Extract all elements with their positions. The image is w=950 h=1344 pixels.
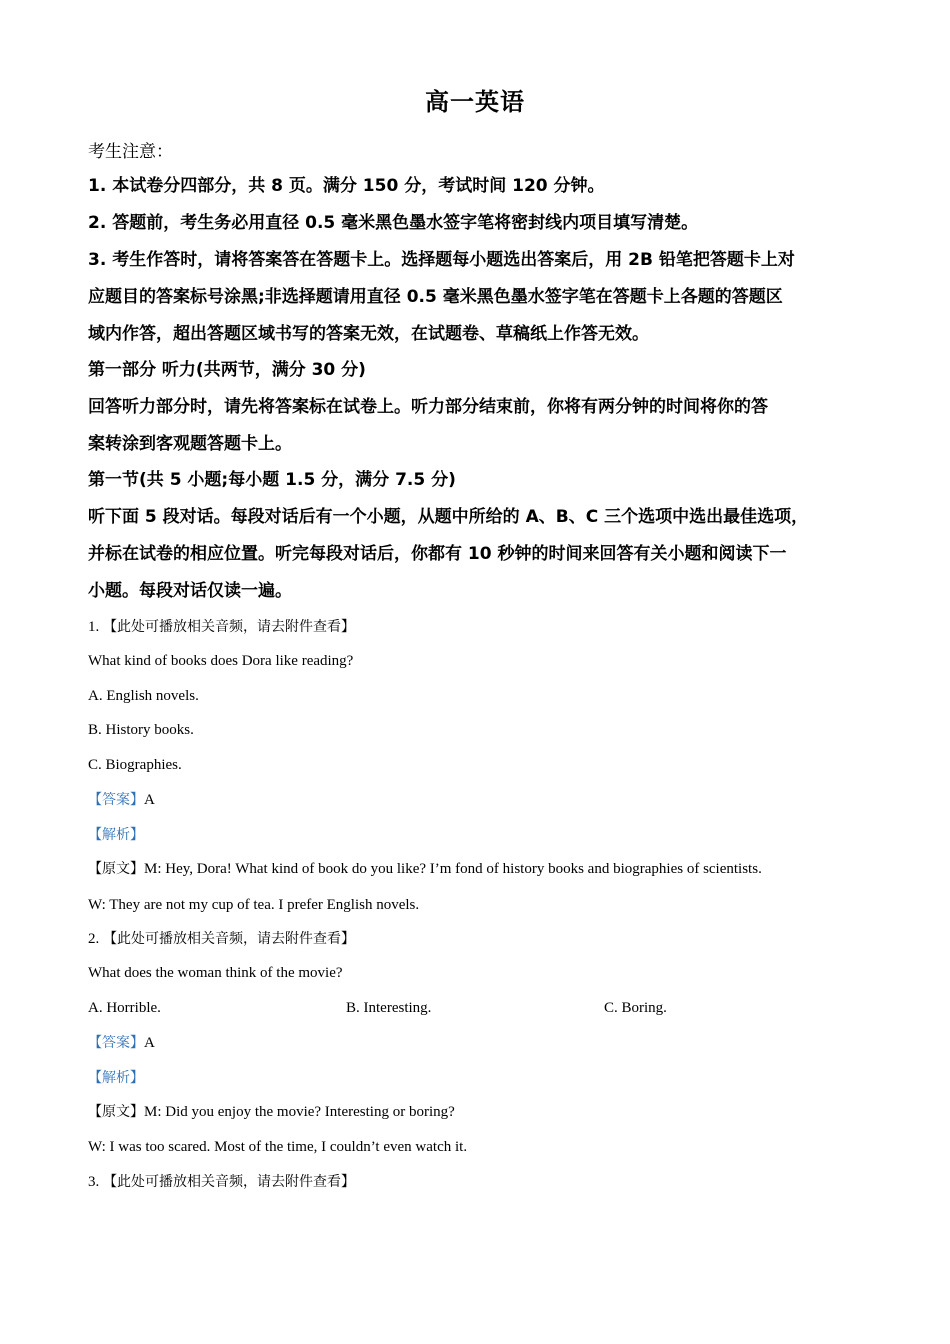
notice-item-3-line-2: 应题目的答案标号涂黑;非选择题请用直径 0.5 毫米黑色墨水签字笔在答题卡上各题的答题区 [88,287,783,307]
section1-instructions-line-3: 小题。每段对话仅读一遍。 [88,581,292,601]
q2-answer-value: A [144,1035,155,1051]
q1-transcript-tag: 【原文】 [88,861,144,877]
notice-item-3-line-3: 域内作答，超出答题区域书写的答案无效，在试题卷、草稿纸上作答无效。 [88,324,649,344]
q1-transcript-w: W: They are not my cup of tea. I prefer English novels. [88,897,420,913]
notice-item-3-line-1: 3. 考生作答时，请将答案答在答题卡上。选择题每小题选出答案后，用 2B 铅笔把答题卡上对 [88,250,795,270]
q2-transcript-m [88,1102,878,1122]
notice-item-1: 1. 本试卷分四部分，共 8 页。满分 150 分，考试时间 120 分钟。 [88,176,605,196]
q1-option-b: B. History books. [88,722,194,738]
q1-audio-line [88,617,878,637]
section1-instructions-line-1: 听下面 5 段对话。每段对话后有一个小题，从题中所给的 A、B、C 三个选项中选出最佳选项， [88,507,809,527]
section1-heading: 第一节(共 5 小题;每小题 1.5 分，满分 7.5 分) [88,470,456,490]
q2-transcript-tag: 【原文】 [88,1104,144,1120]
q2-option-a: A. Horrible. [88,1000,161,1016]
q2-transcript-w: W: I was too scared. Most of the time, I couldn’t even watch it. [88,1139,468,1155]
q2-number: 2. [88,931,100,947]
q1-audio-link[interactable]: 【此处可播放相关音频，请去附件查看】 [103,619,355,635]
part1-instructions-line-2: 案转涂到客观题答题卡上。 [88,434,292,454]
q2-answer-tag: 【答案】 [88,1035,144,1051]
q1-question: What kind of books does Dora like reading? [88,653,354,669]
q1-answer-tag: 【答案】 [88,792,144,808]
q1-number: 1. [88,619,100,635]
notice-heading: 考生注意： [88,142,173,162]
q2-audio-line [88,929,878,949]
section1-instructions-line-2: 并标在试卷的相应位置。听完每段对话后，你都有 10 秒钟的时间来回答有关小题和阅读下一 [88,544,787,564]
page-title: 高一英语 [425,88,525,116]
q2-audio-link[interactable]: 【此处可播放相关音频，请去附件查看】 [103,931,355,947]
q2-answer-line [88,1033,878,1053]
part1-heading: 第一部分 听力(共两节，满分 30 分) [88,360,366,380]
q2-option-b: B. Interesting. [346,1000,432,1016]
q2-transcript-m-text: M: Did you enjoy the movie? Interesting or boring? [144,1104,455,1120]
q1-option-a: A. English novels. [88,688,199,704]
q3-audio-link[interactable]: 【此处可播放相关音频，请去附件查看】 [103,1174,355,1190]
q3-number: 3. [88,1174,100,1190]
notice-item-2: 2. 答题前，考生务必用直径 0.5 毫米黑色墨水签字笔将密封线内项目填写清楚。 [88,213,699,233]
q2-question: What does the woman think of the movie? [88,965,343,981]
part1-instructions-line-1: 回答听力部分时，请先将答案标在试卷上。听力部分结束前，你将有两分钟的时间将你的答 [88,397,768,417]
q1-answer-value: A [144,792,155,808]
q3-audio-line [88,1172,878,1192]
q2-option-c: C. Boring. [604,1000,667,1016]
q2-analysis-tag: 【解析】 [88,1070,144,1086]
q1-analysis-tag: 【解析】 [88,827,144,843]
q2-analysis-line [88,1068,878,1088]
q1-analysis-line [88,825,878,845]
q1-option-c: C. Biographies. [88,757,182,773]
q1-answer-line [88,790,878,810]
q1-transcript-m-text: M: Hey, Dora! What kind of book do you like? I’m fond of history books and biographies of scientists. [144,861,762,877]
q1-transcript-m [88,859,878,879]
